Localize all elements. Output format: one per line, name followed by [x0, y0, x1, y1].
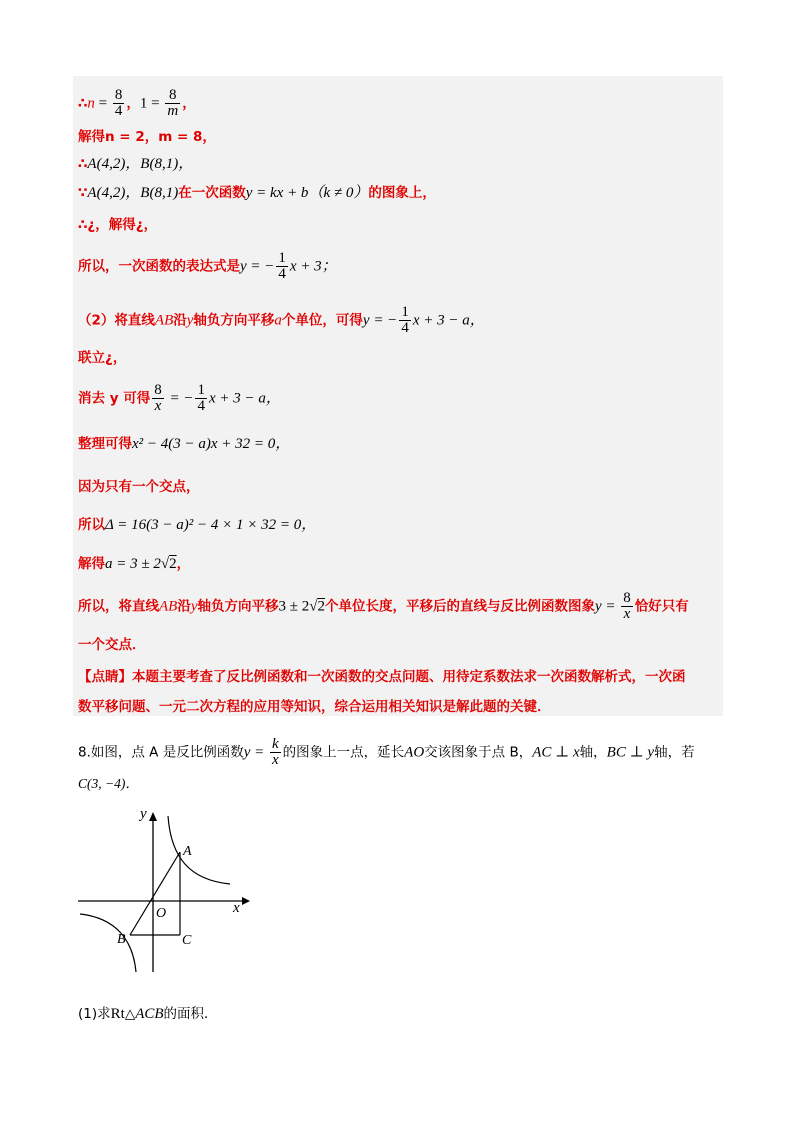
y-axis-label: y — [140, 806, 147, 822]
solution-line-17: 数平移问题、一元二次方程的应用等知识，综合运用相关知识是解此题的关键． — [78, 699, 551, 715]
solution-line-7: （2）将直线AB沿y轴负方向平移a个单位，可得y = − $\frac{1}{4}$ x + 3 − a， — [78, 304, 485, 336]
segment-ab — [130, 852, 180, 935]
solution-line-6: 所以，一次函数的表达式是y = − $\frac{1}{4}$ x + 3； — [78, 250, 337, 282]
solution-line-4: ∵A(4,2)，B(8,1)在一次函数y = kx + b（k ≠ 0）的图象上， — [78, 185, 436, 201]
question-8-line-2: C(3, −4)． — [78, 776, 139, 791]
hyperbola-branch-third-quadrant — [80, 914, 136, 972]
question-8-line-1: 8.如图，点 A 是反比例函数y = $\frac{k}{x}$ 的图象上一点，延长AO交该图象于点 B，AC ⊥ x轴，BC ⊥ y轴，若 — [78, 736, 695, 768]
solution-line-8: 联立¿， — [78, 350, 127, 366]
solution-line-14: 所以，将直线AB沿y轴负方向平移3 ± 2√2个单位长度，平移后的直线与反比例函数图象y = $\frac{8}{x}$ 恰好只有 — [78, 590, 689, 622]
x-axis-arrow — [242, 897, 250, 905]
point-b-label: B — [117, 932, 126, 947]
x-axis-label: x — [233, 900, 240, 916]
hyperbola-figure — [70, 800, 250, 980]
solution-line-10: 整理可得x² − 4(3 − a)x + 32 = 0， — [78, 436, 291, 452]
solution-line-2: 解得n = 2，m = 8， — [78, 129, 216, 145]
y-axis-arrow — [149, 812, 157, 821]
point-a-label: A — [183, 844, 192, 859]
solution-line-13: 解得a = 3 ± 2√2， — [78, 556, 191, 572]
origin-label: O — [156, 906, 167, 921]
question-8-sub-1: (1)求Rt△ACB的面积． — [78, 1006, 218, 1022]
solution-line-12: 所以Δ = 16(3 − a)² − 4 × 1 × 32 = 0， — [78, 517, 317, 533]
solution-line-15: 一个交点． — [78, 637, 146, 653]
hyperbola-branch-first-quadrant — [168, 816, 230, 884]
solution-line-1: ∴n = $\frac{8}{4}$ ，1 = $\frac{8}{m}$ ， — [78, 87, 196, 119]
solution-line-11: 因为只有一个交点， — [78, 479, 200, 495]
solution-line-3: ∴A(4,2)，B(8,1)， — [78, 156, 194, 172]
solution-line-9: 消去 y 可得 $\frac{8}{x}$ = − $\frac{1}{4}$ x + 3 − a， — [78, 382, 281, 414]
solution-line-16: 【点睛】本题主要考查了反比例函数和一次函数的交点问题、用待定系数法求一次函数解析式，一次函 — [78, 669, 686, 685]
point-c-label: C — [182, 933, 192, 948]
solution-line-5: ∴¿，解得¿， — [78, 217, 158, 233]
